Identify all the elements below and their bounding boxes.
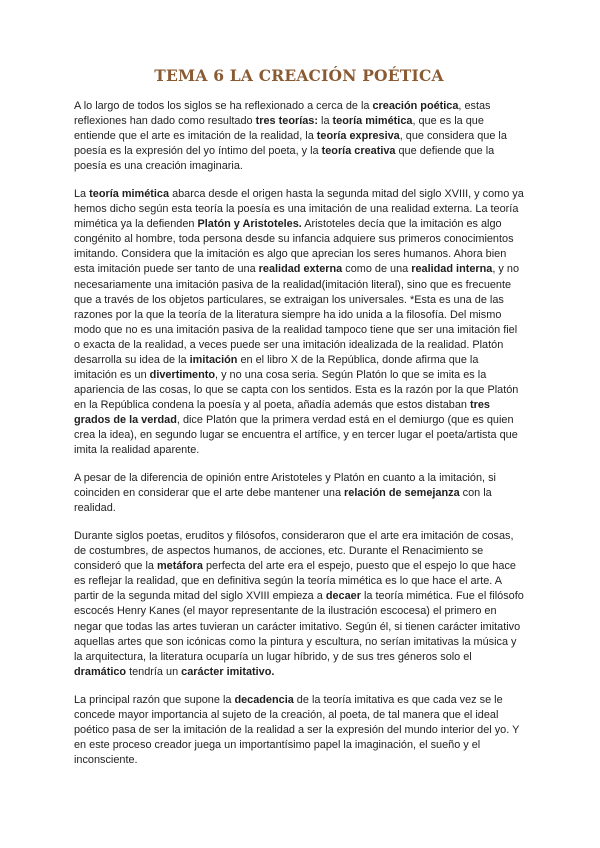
paragraph-1 <box>74 99 524 174</box>
bold-term: metáfora <box>156 560 203 573</box>
text-run: , que es la que entiende que el arte es imitación de la realidad, la <box>74 115 487 143</box>
text-run: , y no necesariamente una imitación pasiva de la realidad(imitación literal), sino que es frecuente que a través de los objetos particulares, se extraigan los universales. *Esta es una de las razones por la que la teoría de la literatura siempre ha ido unida a la filosofía. Del mismo modo que no es una imitación pasiva de la realidad tampoco tiene que ser una imitación fiel o exacta de la realidad, a veces puede ser una imitación idealizada de la realidad. Platón desarrolla su idea de la <box>74 263 523 366</box>
bold-term: divertimento <box>149 368 216 381</box>
text-run: la <box>318 115 333 128</box>
text-run: La <box>74 188 90 201</box>
bold-term: decaer <box>325 590 361 603</box>
bold-term: dramático <box>74 665 127 678</box>
paragraph-4 <box>74 529 527 679</box>
text-run: A pesar de la diferencia de opinión entre Aristoteles y Platón en cuanto a la imitación, si coinciden en considerar que el arte debe mantener una <box>74 472 499 500</box>
bold-term: teoría expresiva <box>316 130 400 143</box>
paragraph-5 <box>74 693 524 768</box>
text-run: Aristoteles decía que la imitación es algo congénito al hombre, toda persona desde su infancia adquiere sus primeros conocimientos imitando. Considera que la imitación es algo que aprecian los seres humanos. Ahora bien esta imitación puede ser tanto de una <box>74 218 517 276</box>
bold-term: realidad externa <box>258 263 343 276</box>
text-run: , que considera que la poesía es la expresión del yo íntimo del poeta, y la <box>74 130 510 158</box>
text-run: como de una <box>342 263 412 276</box>
text-run: abarca desde el origen hasta la segunda mitad del siglo XVIII, y como ya hemos dicho según esta teoría la poesía es una imitación de una realidad externa. La teoría mimética ya la defienden <box>74 188 527 231</box>
text-run: perfecta del arte era el espejo, puesto que el espejo lo que hace es reflejar la realidad, que en definitiva según la teoría mimética es lo que hace el arte. A partir de la segunda mitad del siglo XVIII empieza a <box>74 560 520 603</box>
paragraph-2 <box>74 187 527 458</box>
text-run: A lo largo de todos los siglos se ha reflexionado a cerca de la <box>74 100 373 112</box>
bold-term: Platón y Aristoteles. <box>197 218 302 231</box>
bold-term: tres teorías: <box>255 115 318 128</box>
text-run: tendría un <box>126 665 182 678</box>
bold-term: realidad interna <box>411 263 493 276</box>
bold-term: creación poética <box>372 100 459 112</box>
text-run: de la teoría imitativa es que cada vez se le concede mayor importancia al sujeto de la creación, al poeta, de tal manera que el ideal poético pasa de ser la imitación de la realidad a ser la expresión del mundo interior del yo. Y en este proceso creador juega un importantísimo papel la imaginación, el sueño y el inconsciente. <box>74 693 523 766</box>
bold-term: relación de semejanza <box>344 487 460 500</box>
text-run: Durante siglos poetas, eruditos y filósofos, consideraron que el arte era imitación de cosas, de costumbres, de aspectos humanos, de acciones, etc. Durante el Renacimiento se consideró que la <box>74 530 517 573</box>
text-run: , y no una cosa seria. Según Platón lo que se imita es la apariencia de las cosas, lo que se capta con los sentidos. Esta es la razón por la que Platón en la República condena la poesía y al poeta, añadía además que estos distaban <box>74 368 522 411</box>
bold-term: teoría mimética <box>89 188 170 201</box>
paragraph-3 <box>74 471 524 516</box>
text-run: , dice Platón que la primera verdad está en el demiurgo (que es quien crea la idea), en segundo lugar se encuentra el artífice, y en tercer lugar el poeta/artista que imita la realidad aparente. <box>74 413 521 457</box>
text-run: La principal razón que supone la <box>74 693 235 706</box>
bold-term: teoría creativa <box>321 145 396 158</box>
page-title: TEMA 6 LA CREACIÓN POÉTICA <box>154 66 444 85</box>
text-run: que defiende que la poesía es una creación imaginaria. <box>74 145 498 173</box>
bold-term: imitación <box>189 353 238 366</box>
text-run: , estas reflexiones han dado como resultado <box>74 100 494 128</box>
bold-term: teoría mimética <box>332 115 413 128</box>
text-run: la teoría mimética. Fue el filósofo escocés Henry Kanes (el mayor representante de la ilustración escocesa) el primero en negar que todas las artes tuvieran un carácter imitativo. Según él, si tienen carácter imitativo aquellas artes que son icónicas como la pintura y escultura, no serían imitativas la música y la arquitectura, la literatura ocuparía un lugar híbrido, y de sus tres géneros solo el <box>74 590 527 663</box>
bold-term: carácter imitativo. <box>181 665 275 678</box>
bold-term: decadencia <box>234 693 294 706</box>
text-run: en el libro X de la República, donde afirma que la imitación es un <box>74 353 482 381</box>
document-body <box>74 99 527 768</box>
bold-term: tres grados de la verdad <box>74 398 493 426</box>
text-run: con la realidad. <box>74 487 495 515</box>
